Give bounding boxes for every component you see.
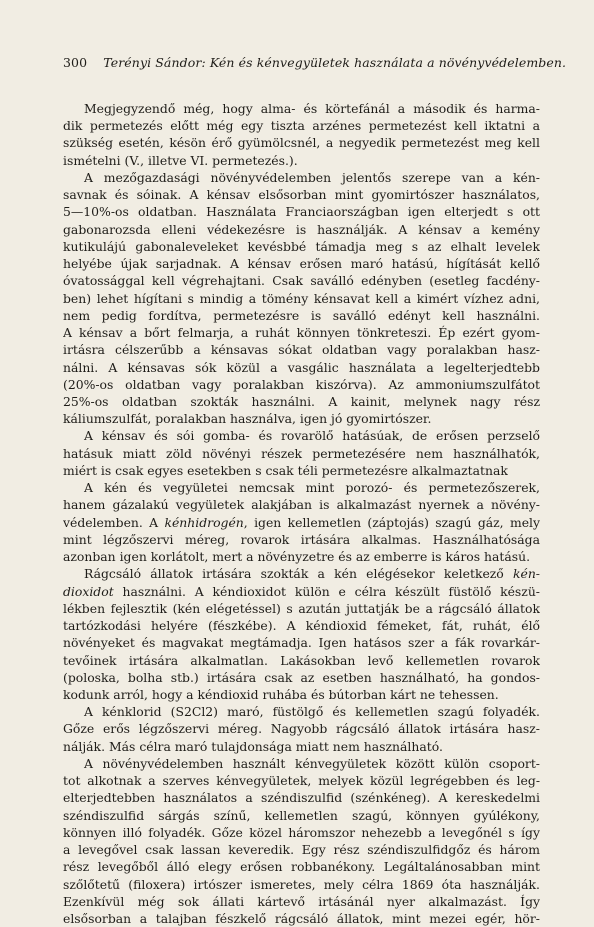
text-line: szükség esetén, késön érő gyümölcsnél, a negyedik permetezést meg kell (63, 135, 540, 151)
text-line: Ezenkívül még sok állati kártevő irtásánál nyer alkalmazást. Így (63, 893, 540, 909)
text-line: ben) lehet hígítani s mindig a tömény kénsavat kell a kimért vízhez adni, (63, 290, 540, 306)
text-line: 25%-os oldatban szokták használni. A kainit, melynek nagy rész (63, 393, 540, 409)
text-line: dik permetezés előtt még egy tiszta arzénes permetezést kell iktatni a (63, 118, 540, 134)
text-line: kutikulájú gabonaleveleket kevésbbé támadja meg s az elhalt levelek (63, 238, 540, 254)
text-line: könnyen illó folyadék. Gőze közel háromszor nehezebb a levegőnél s így (63, 824, 540, 840)
text-line: Rágcsáló állatok irtására szokták a kén elégésekor keletkező kén- (84, 566, 540, 582)
text-line: nem pedig fordítva, permetezésre is saválló edényt kell használni. (63, 307, 540, 323)
text-line: dioxidot használni. A kéndioxidot külön e célra készült füstölő készü- (63, 583, 540, 599)
text-line: (poloska, bolha stb.) irtására csak az esetben használható, ha gondos- (63, 669, 540, 685)
text-line: savnak és sóinak. A kénsav elsősorban mint gyomirtószer használatos, (63, 187, 540, 203)
text-line: káliumszulfát, poralakban használva, igen jó gyomirtószer. (63, 411, 432, 427)
text-line: azonban igen korlátolt, mert a növényzetre és az emberre is káros hatású. (63, 549, 531, 565)
text-line: elterjedtebben használatos a széndiszulfid (szénkéneg). A kereskedelmi (63, 790, 540, 806)
text-line: kodunk arról, hogy a kéndioxid ruhába és bútorban kárt ne tehessen. (63, 686, 499, 702)
text-line: védelemben. A kénhidrogén, igen kellemetlen (záptojás) szagú gáz, mely (63, 514, 540, 530)
text-line: szőlőtetű (filoxera) irtószer ismeretes, mely célra 1869 óta használják. (63, 876, 540, 892)
text-line: tartózkodási helyére (fészkébe). A kéndioxid fémeket, fát, ruhát, élő (63, 618, 540, 634)
text-line: 5—10%-os oldatban. Használata Franciaországban igen elterjedt s ott (63, 204, 540, 220)
text-line: tevőinek irtására alkalmatlan. Lakásokban levő kellemetlen rovarok (63, 652, 540, 668)
page-number: 300 (63, 55, 88, 70)
text-line: hanem gázalakú vegyületek alakjában is alkalmazást nyernek a növény- (63, 497, 540, 513)
text-line: miért is csak egyes esetekben s csak téli permetezésre alkalmaztatnak (63, 462, 508, 478)
text-line: növényeket és magvakat megtámadja. Igen hatásos szer a fák rovarkár- (63, 635, 540, 651)
running-title: Terényi Sándor: Kén és kénvegyületek használata a növényvédelemben. (103, 55, 567, 70)
text-line: A mezőgazdasági növényvédelemben jelentős szerepe van a kén- (84, 169, 540, 185)
text-line: mint légzőszervi méreg, rovarok irtására alkalmas. Használhatósága (63, 531, 540, 547)
running-header (63, 55, 567, 70)
text-line: a levegővel csak lassan keveredik. Egy rész széndiszulfidgőz és három (63, 842, 540, 858)
text-line: Megjegyzendő még, hogy alma- és körtefánál a második és harma- (84, 101, 540, 116)
text-line: óvatossággal kell végrehajtani. Csak saválló edényben (esetleg facdény- (63, 273, 540, 289)
text-line: rész levegőből álló elegy erősen robbanékony. Legáltalánosabban mint (63, 859, 540, 875)
text-line: A kén és vegyületei nemcsak mint porozó- és permetezőszerek, (84, 480, 540, 496)
text-line: lékben fejlesztik (kén elégetéssel) s azután juttatják be a rágcsáló állatok (63, 600, 540, 616)
text-line: A növényvédelemben használt kénvegyületek között külön csoport- (84, 755, 540, 771)
text-line: Gőze erős légzőszervi méreg. Nagyobb rágcsáló állatok irtására hasz- (63, 721, 540, 737)
text-line: tot alkotnak a szerves kénvegyületek, melyek közül legrégebben és leg- (63, 773, 540, 789)
body-text (63, 100, 540, 927)
text-line: széndiszulfid sárgás színű, kellemetlen szagú, könnyen gyúlékony, (63, 807, 540, 823)
text-line: hatásuk miatt zöld növényi részek permetezésére nem használhatók, (63, 445, 540, 461)
text-line: ismételni (V., illetve VI. permetezés.). (63, 152, 298, 168)
text-line: A kénklorid (S2Cl2) maró, füstölgő és kellemetlen szagú folyadék. (84, 704, 540, 720)
text-line: irtásra célszerűbb a kénsavas sókat oldatban vagy poralakban hasz- (63, 342, 540, 358)
text-line: elsősorban a talajban fészkelő rágcsáló állatok, mint mezei egér, hör- (63, 911, 540, 927)
text-line: gabonarozsda elleni védekezésre is használják. A kénsav a kemény (63, 221, 540, 237)
text-line: nálni. A kénsavas sók közül a vasgálic használata a legelterjedtebb (63, 359, 540, 375)
text-line: (20%-os oldatban vagy poralakban kiszórva). Az ammoniumszulfátot (63, 376, 540, 392)
text-line: nálják. Más célra maró tulajdonsága miatt nem használható. (63, 738, 443, 754)
text-line: A kénsav a bőrt felmarja, a ruhát könnyen tönkreteszi. Ép ezért gyom- (63, 325, 540, 341)
text-line: helyébe újak sarjadnak. A kénsav erősen maró hatású, hígítását kellő (63, 256, 540, 272)
text-line: A kénsav és sói gomba- és rovarölő hatásúak, de erősen perzselő (84, 428, 540, 444)
